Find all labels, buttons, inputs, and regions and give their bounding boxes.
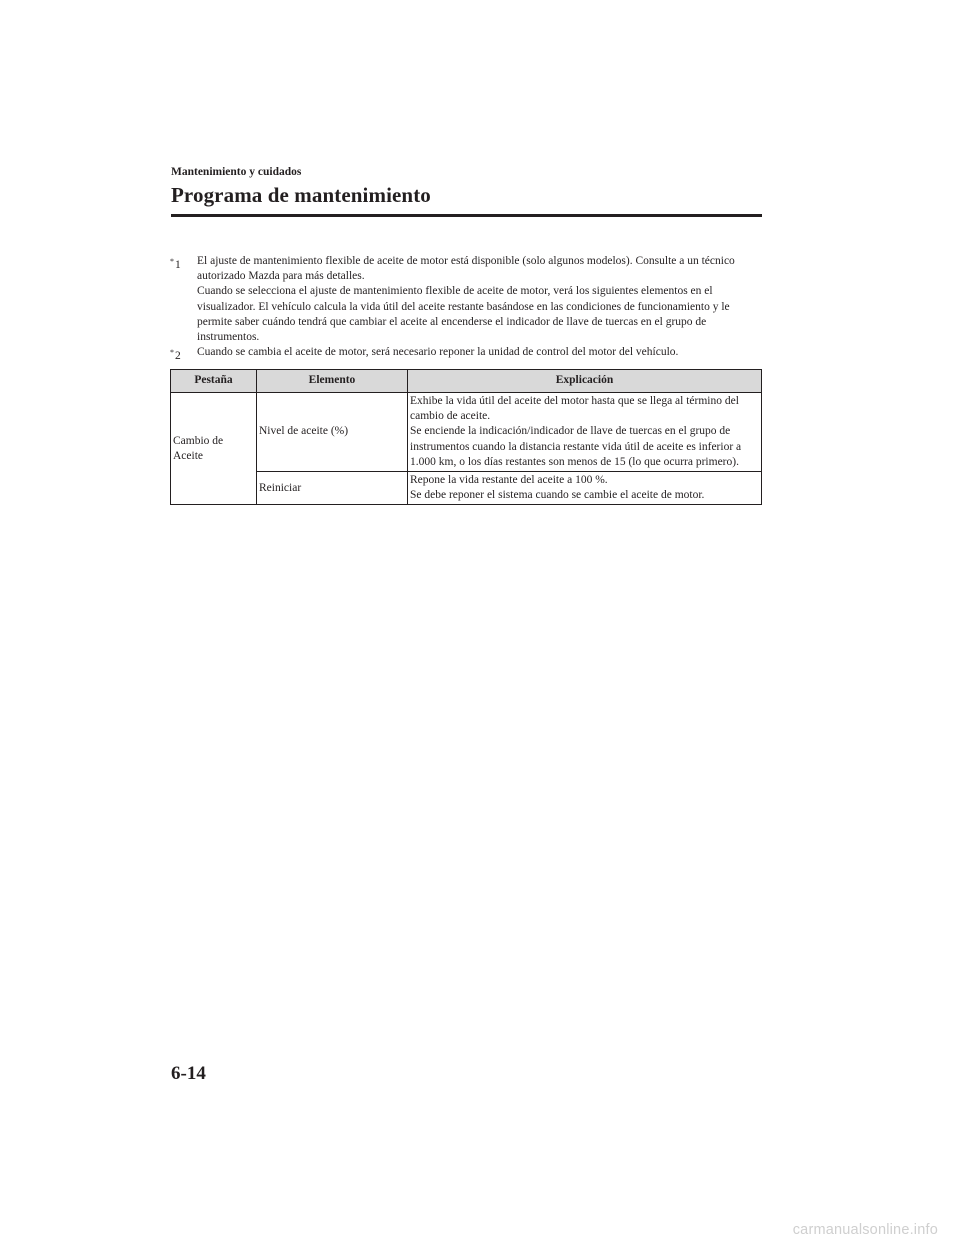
page-title: Programa de mantenimiento bbox=[171, 183, 431, 207]
section-label: Mantenimiento y cuidados bbox=[171, 166, 302, 178]
footnote-text: Cuando se cambia el aceite de motor, será necesario reponer la unidad de control del motor del vehículo. bbox=[197, 346, 679, 359]
explanation-cell bbox=[408, 393, 762, 472]
footnote-text: El ajuste de mantenimiento flexible de aceite de motor está disponible (solo algunos modelos). Consulte a un técnico autorizado Mazda para más detalles. bbox=[197, 255, 735, 283]
footnote-2 bbox=[170, 345, 762, 363]
explanation-cell bbox=[408, 472, 762, 505]
element-cell: Nivel de aceite (%) bbox=[257, 393, 408, 472]
footnote-number: 1 bbox=[175, 259, 181, 271]
column-header-element: Elemento bbox=[257, 370, 408, 393]
footnote-asterisk: * bbox=[170, 257, 174, 266]
footnote-1 bbox=[170, 254, 762, 345]
footnotes bbox=[170, 254, 762, 363]
footnote-number: 2 bbox=[175, 350, 181, 363]
page-number: 6-14 bbox=[171, 1063, 206, 1084]
column-header-explanation: Explicación bbox=[408, 370, 762, 393]
footnote-marker bbox=[170, 254, 181, 273]
table-header-row bbox=[171, 370, 762, 393]
table-row bbox=[171, 472, 762, 505]
explanation-text: Se debe reponer el sistema cuando se cambie el aceite de motor. bbox=[410, 489, 705, 502]
footnote-text: Cuando se selecciona el ajuste de mantenimiento flexible de aceite de motor, verá los siguientes elementos en el visualizador. El vehículo calcula la vida útil del aceite restante basándose en las condiciones de funcionamiento y le permite saber cuándo tendrá que cambiar el aceite al encenderse el indicador de llave de tuercas en el grupo de instrumentos. bbox=[197, 285, 730, 344]
explanation-text: Se enciende la indicación/indicador de llave de tuercas en el grupo de instrumentos cuando la distancia restante vida útil de aceite es inferior a 1.000 km, o los días restantes son menos de 15 (lo que ocurra primero). bbox=[410, 425, 742, 468]
footnote-marker bbox=[170, 345, 181, 364]
explanation-text: Repone la vida restante del aceite a 100 %. bbox=[410, 474, 608, 487]
watermark: carmanualsonline.info bbox=[792, 1222, 938, 1238]
explanation-text: Exhibe la vida útil del aceite del motor hasta que se llega al término del cambio de aceite. bbox=[410, 395, 739, 423]
maintenance-table bbox=[170, 369, 762, 505]
table-row bbox=[171, 393, 762, 472]
title-rule bbox=[171, 214, 762, 217]
footnote-asterisk: * bbox=[170, 348, 174, 358]
column-header-tab: Pestaña bbox=[171, 370, 257, 393]
tab-cell: Cambio de Aceite bbox=[171, 393, 257, 505]
element-cell: Reiniciar bbox=[257, 472, 408, 505]
